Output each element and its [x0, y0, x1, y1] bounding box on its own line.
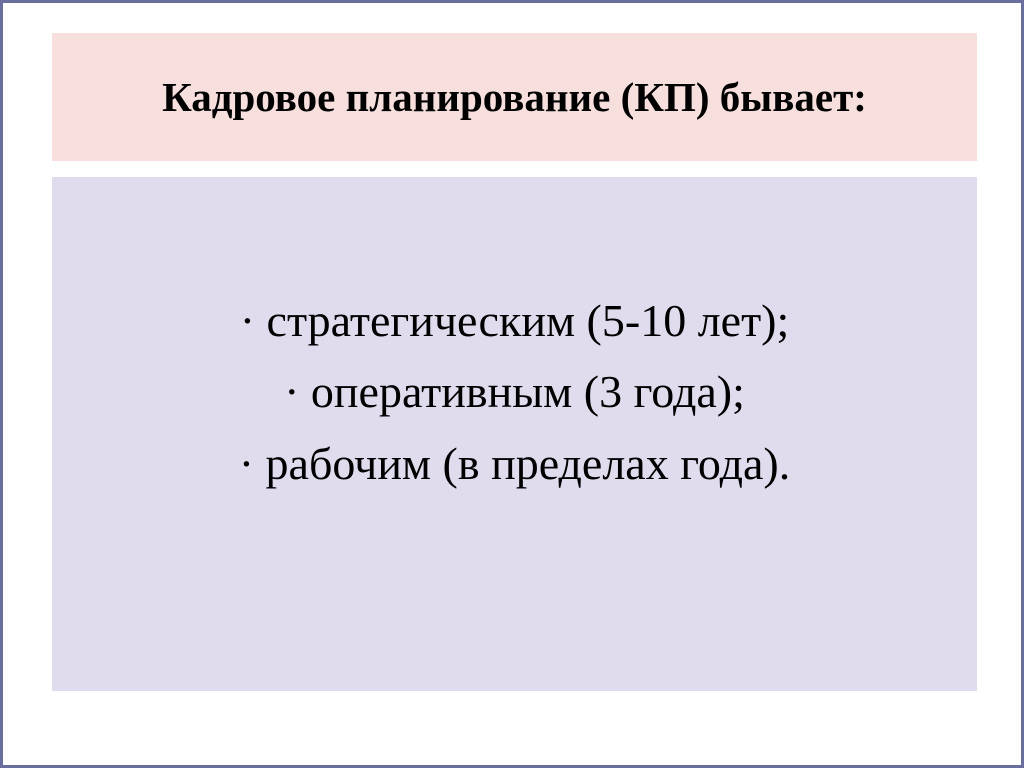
list-item: · стратегическим (5-10 лет); — [239, 295, 790, 346]
list-item: · оперативным (3 года); — [284, 366, 745, 418]
slide-title-box — [52, 33, 977, 161]
page-title: Кадровое планирование (КП) бывает: — [162, 73, 867, 120]
slide-body-box — [52, 177, 977, 691]
list-item: · рабочим (в пределах года). — [238, 437, 791, 489]
